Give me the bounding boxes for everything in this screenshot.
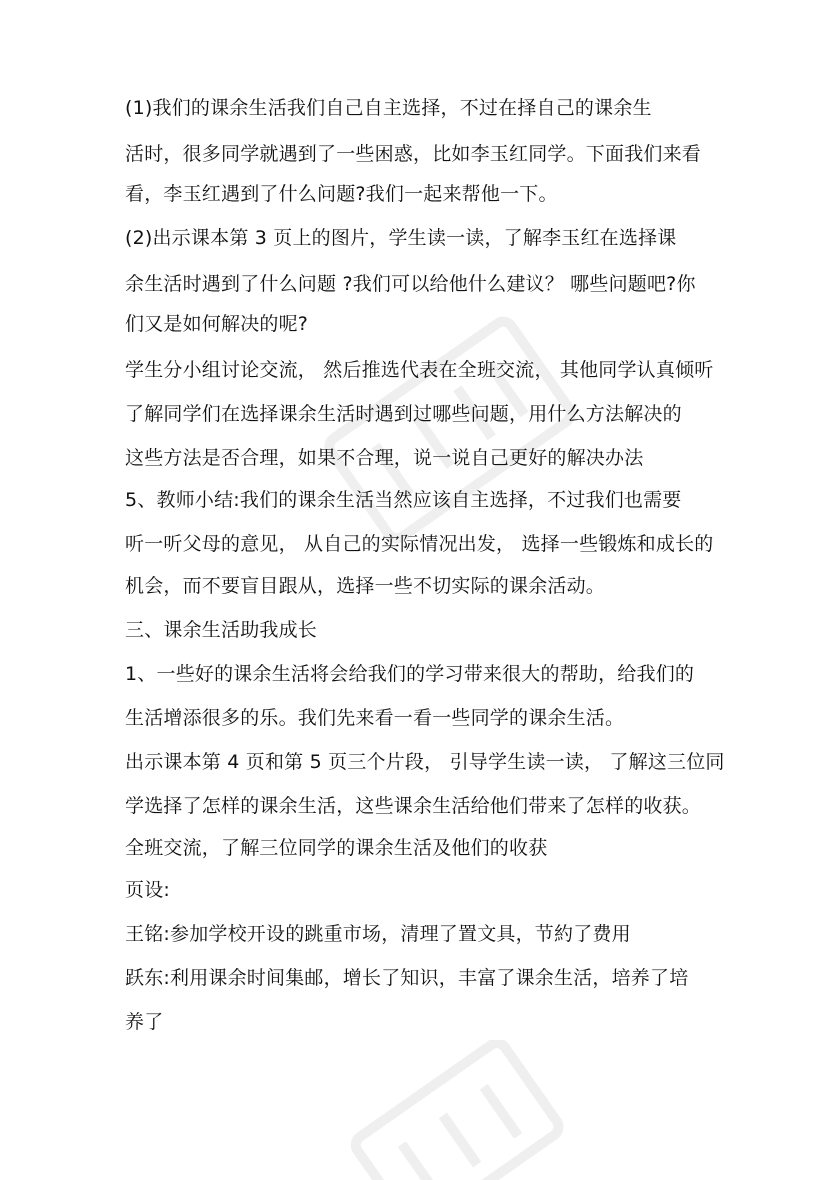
- paragraph-line: 这些方法是否合理，如果不合理，说一说自己更好的解决办法: [125, 447, 644, 469]
- paragraph-line: 全班交流，了解三位同学的课余生活及他们的收获: [125, 837, 548, 859]
- paragraph-line: 听一听父母的意见， 从自己的实际情况出发， 选择一些锻炼和成长的: [125, 533, 714, 555]
- paragraph-line: (1)我们的课余生活我们自己自主选择，不过在择自己的课余生: [125, 97, 652, 119]
- section-heading: 三、课余生活助我成长: [125, 619, 318, 641]
- paragraph-line: 们又是如何解决的呢?: [125, 313, 309, 335]
- watermark-stamp-icon: [340, 1040, 580, 1180]
- paragraph-line: 学生分小组讨论交流， 然后推选代表在全班交流， 其他同学认真倾听: [125, 359, 714, 381]
- paragraph-line: 养了: [125, 1011, 164, 1033]
- paragraph-line: 活时，很多同学就遇到了一些困惑，比如李玉红同学。下面我们来看: [125, 143, 702, 165]
- paragraph-line: 余生活时遇到了什么问题 ?我们可以给他什么建议？ 哪些问题吧?你: [125, 273, 696, 295]
- paragraph-line: (2)出示课本第 3 页上的图片，学生读一读，了解李玉红在选择课: [125, 227, 677, 249]
- paragraph-line: 机会，而不要盲目跟从，选择一些不切实际的课余活动。: [125, 575, 606, 597]
- paragraph-line: 学选择了怎样的课余生活，这些课余生活给他们带来了怎样的收获。: [125, 795, 702, 817]
- paragraph-line: 生活增添很多的乐。我们先来看一看一些同学的课余生活。: [125, 707, 625, 729]
- paragraph-line: 跃东:利用课余时间集邮，增长了知识，丰富了课余生活，培养了培: [125, 967, 689, 989]
- paragraph-line: 看，李玉红遇到了什么问题?我们一起来帮他一下。: [125, 183, 558, 205]
- paragraph-line: 5、教师小结:我们的课余生活当然应该自主选择，不过我们也需要: [125, 489, 682, 511]
- paragraph-line: 页设:: [125, 879, 171, 901]
- paragraph-line: 1、一些好的课余生活将会给我们的学习带来很大的帮助，给我们的: [125, 663, 695, 685]
- paragraph-line: 了解同学们在选择课余生活时遇到过哪些问题，用什么方法解决的: [125, 403, 682, 425]
- paragraph-line: 出示课本第 4 页和第 5 页三个片段， 引导学生读一读， 了解这三位同: [125, 751, 725, 773]
- paragraph-line: 王铭:参加学校开设的跳重市场，清理了置文具，节約了费用: [125, 923, 631, 945]
